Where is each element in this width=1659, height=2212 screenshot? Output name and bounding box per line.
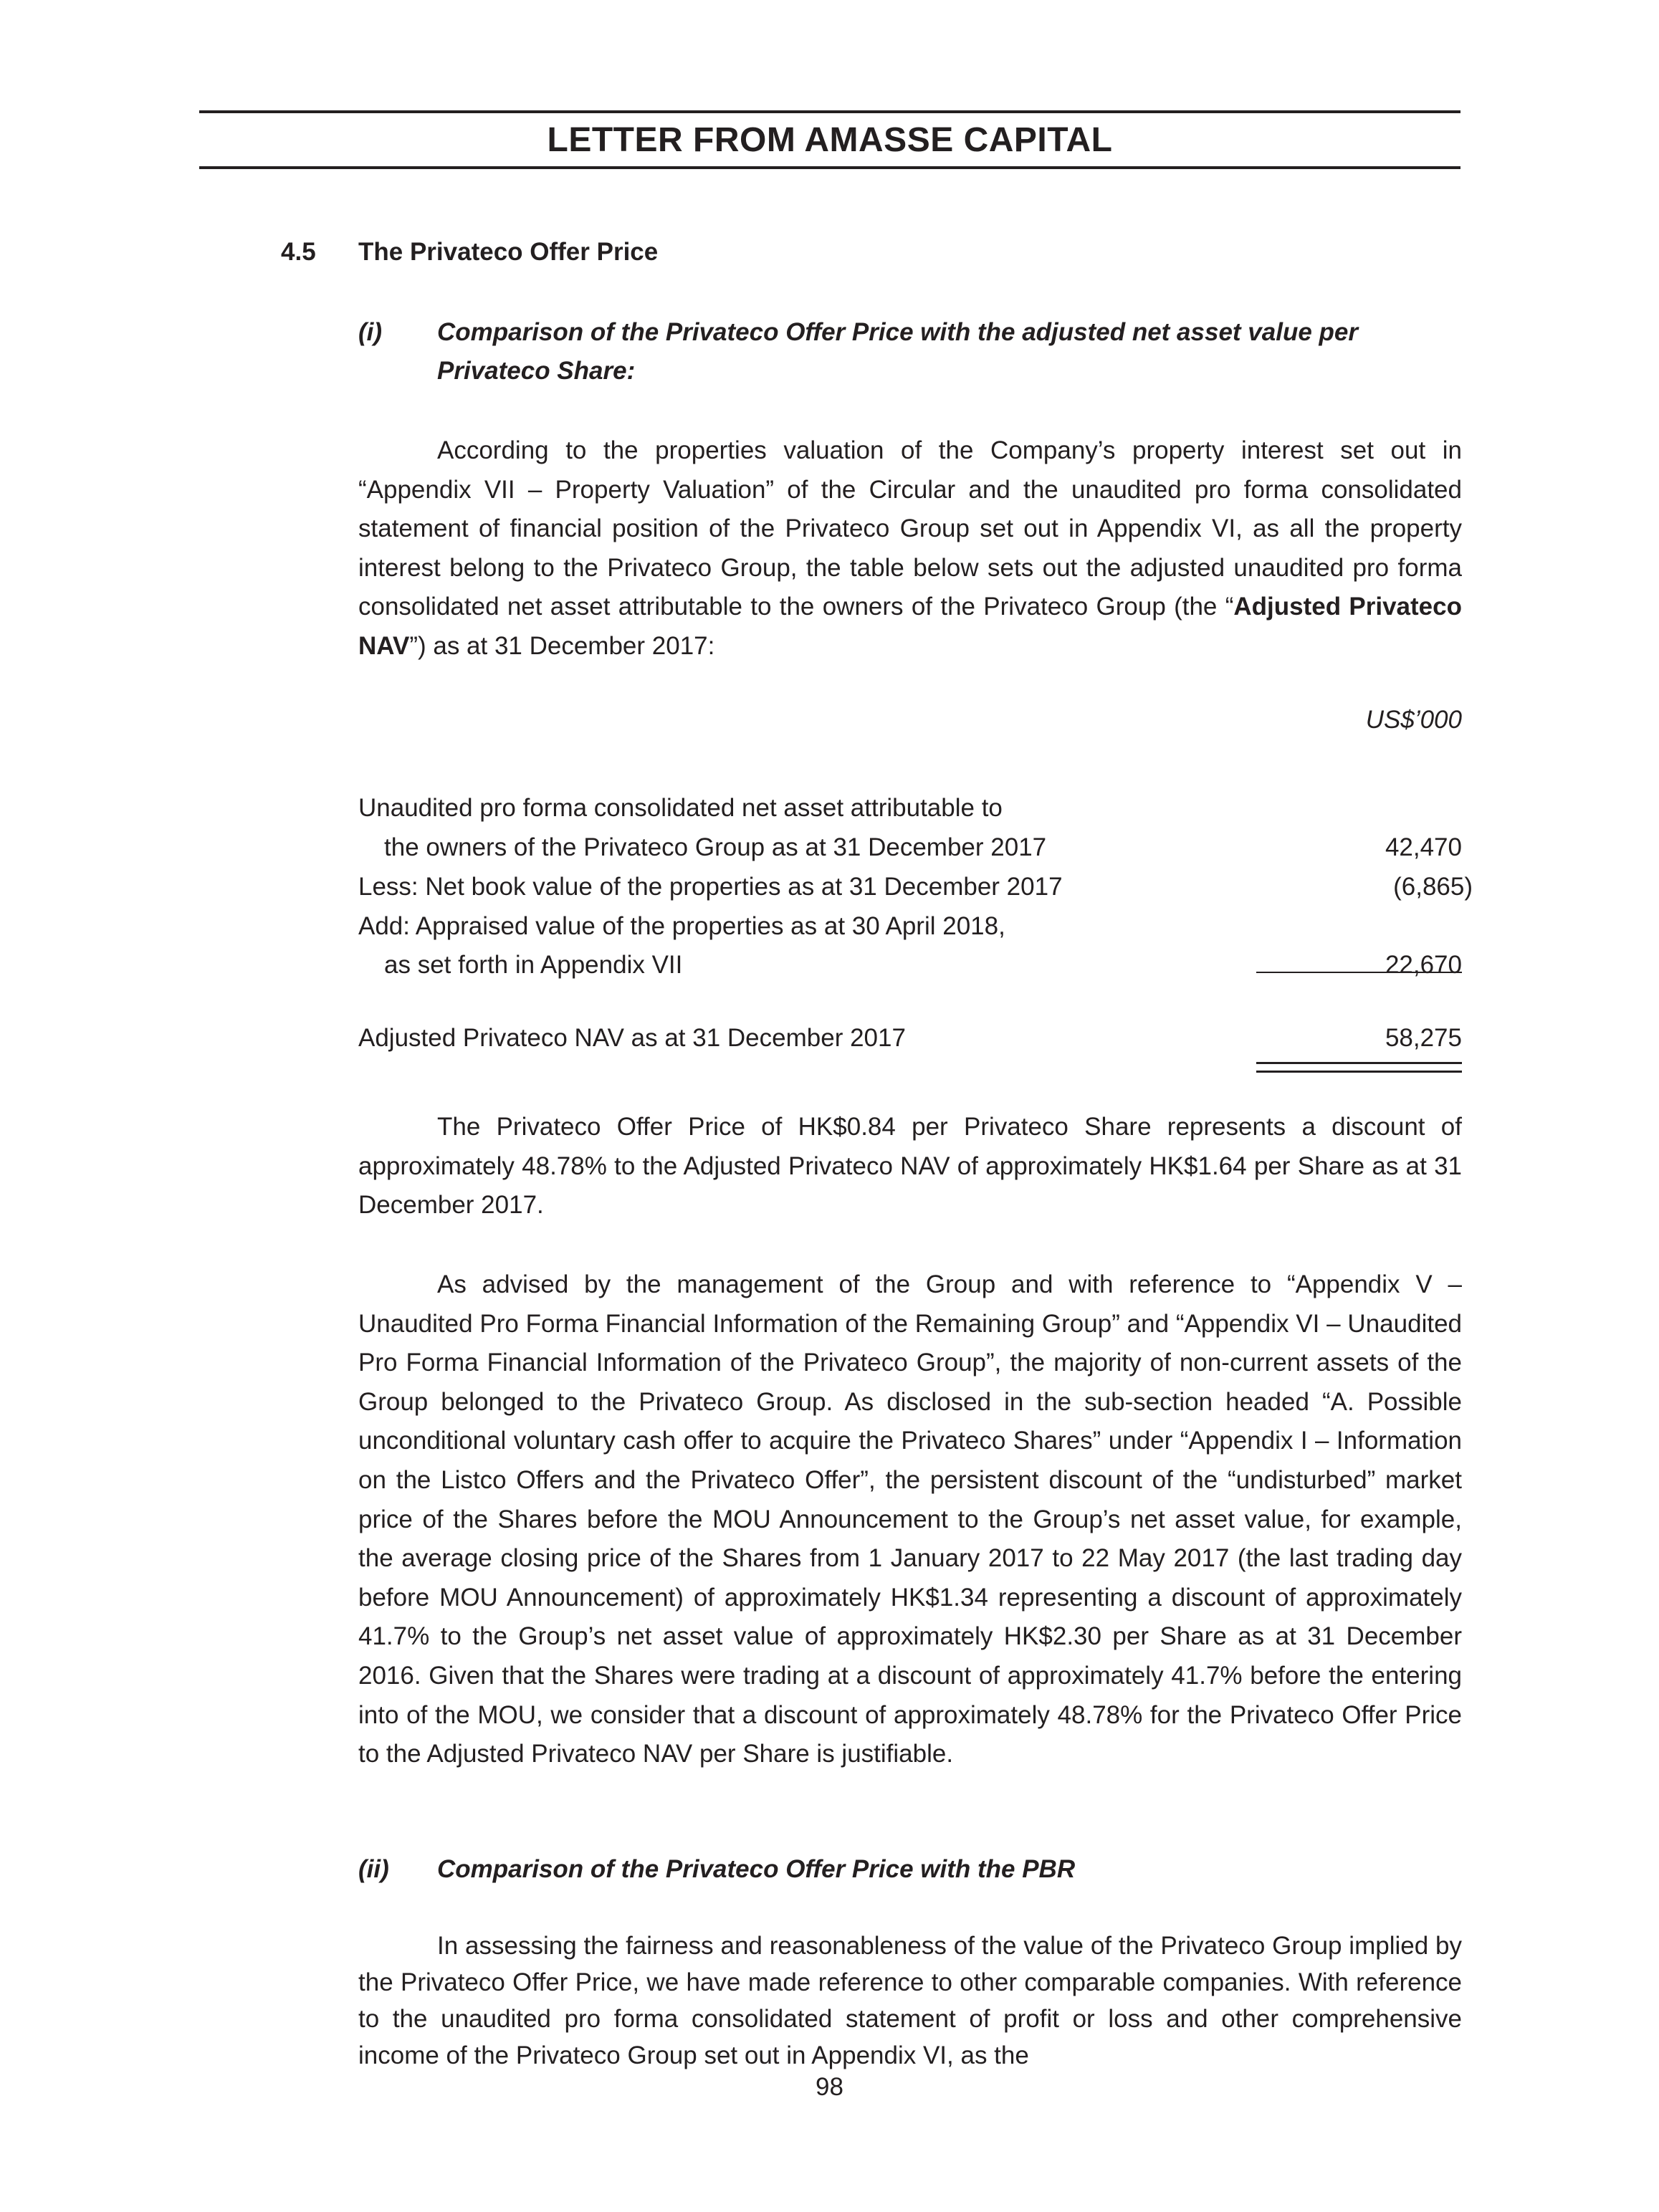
paragraph-nav-intro-tail: ”) as at 31 December 2017: — [409, 631, 715, 660]
subsection-i-title-line2: Privateco Share: — [437, 357, 636, 385]
page-header-title: LETTER FROM AMASSE CAPITAL — [547, 121, 1113, 159]
paragraph-management-advice-text: As advised by the management of the Group and with reference to “Appendix V – Unaudited Pro Forma Financial Information of the Remaining Group” and “Appendix VI – Unaudited Pro Forma Financial Information of the Privateco Group”, the majority of non-current assets of the Group belonged to the Privateco Group. As disclosed in the sub-section headed “A. Possible unconditional voluntary cash offer to acquire the Privateco Shares” under “Appendix I – Information on the Listco Offers and the Privateco Offer”, the persistent discount of the “undisturbed” market price of the Shares before the MOU Announcement to the Group’s net asset value, for example, the average closing price of the Shares from 1 January 2017 to 22 May 2017 (the last trading day before MOU Announcement) of approximately HK$1.34 representing a discount of approximately 41.7% to the Group’s net asset value of approximately HK$2.30 per Share as at 31 December 2016. Given that the Shares were trading at a discount of approximately 41.7% before the entering into of the MOU, we consider that a discount of approximately 48.78% for the Privateco Offer Price to the Adjusted Privateco NAV per Share is justifiable. — [358, 1270, 1462, 1768]
subsection-i-title-line1: Comparison of the Privateco Offer Price with the adjusted net asset value per — [437, 318, 1358, 346]
paragraph-management-advice — [358, 1265, 1462, 1774]
total-double-rule-bottom — [1256, 1071, 1462, 1073]
table-row3-value: 22,670 — [1385, 951, 1462, 979]
section-title: The Privateco Offer Price — [358, 238, 659, 266]
table-row1-label-line1: Unaudited pro forma consolidated net asset attributable to — [358, 794, 1003, 822]
table-row3-label-line2: as set forth in Appendix VII — [384, 951, 683, 979]
paragraph-discount-text: The Privateco Offer Price of HK$0.84 per Privateco Share represents a discount of approximately 48.78% to the Adjusted Privateco NAV of approximately HK$1.64 per Share as at 31 December 2017. — [358, 1113, 1462, 1220]
table-total-label: Adjusted Privateco NAV as at 31 December 2017 — [358, 1024, 906, 1052]
paragraph-fairness — [358, 1928, 1462, 2074]
paragraph-nav-intro — [358, 431, 1462, 666]
subsection-i-title — [437, 313, 1462, 391]
section-number: 4.5 — [281, 238, 316, 266]
table-row2-label: Less: Net book value of the properties as at 31 December 2017 — [358, 873, 1063, 901]
paragraph-discount — [358, 1108, 1462, 1225]
table-total-value: 58,275 — [1385, 1024, 1462, 1052]
subsection-ii-number: (ii) — [358, 1855, 389, 1883]
defined-term-adjusted-nav: Adjusted Privateco NAV — [358, 593, 1462, 660]
table-row1-label-line2: the owners of the Privateco Group as at 31 December 2017 — [384, 833, 1047, 861]
subsection-i-number: (i) — [358, 318, 383, 346]
table-row1-value: 42,470 — [1385, 833, 1462, 861]
page-number: 98 — [816, 2073, 843, 2101]
table-row3-label-line1: Add: Appraised value of the properties as at 30 April 2018, — [358, 912, 1005, 940]
total-double-rule-top — [1256, 1062, 1462, 1064]
table-row2-value: (6,865) — [1393, 873, 1473, 901]
subtotal-rule — [1256, 972, 1462, 973]
header-bottom-rule — [199, 166, 1460, 169]
header-top-rule — [199, 110, 1460, 113]
subsection-ii-title: Comparison of the Privateco Offer Price with the PBR — [437, 1855, 1076, 1883]
paragraph-nav-intro-text: According to the properties valuation of the Company’s property interest set out in “Appendix VII – Property Valuation” of the Circular and the unaudited pro forma consolidated statement of financial position of the Privateco Group set out in Appendix VI, as all the property interest belong to the Privateco Group, the table below sets out the adjusted unaudited pro forma consolidated net asset attributable to the owners of the Privateco Group (the “ — [358, 436, 1462, 621]
paragraph-fairness-text: In assessing the fairness and reasonableness of the value of the Privateco Group implied by the Privateco Offer Price, we have made reference to other comparable companies. With reference to the unaudited pro forma consolidated statement of profit or loss and other comprehensive income of the Privateco Group set out in Appendix VI, as the — [358, 1932, 1462, 2069]
table-currency-header: US$’000 — [1365, 706, 1462, 734]
